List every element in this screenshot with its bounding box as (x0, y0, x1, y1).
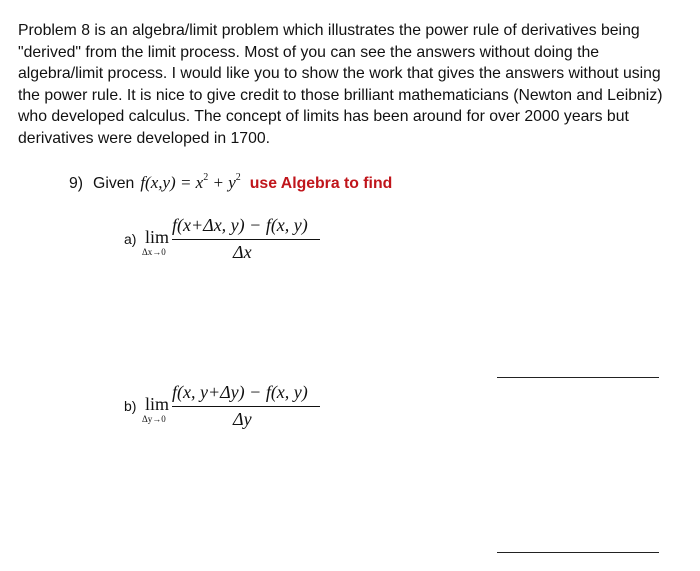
intro-line: the power rule. It is nice to give credit to those brilliant mathematicians (Newton and Leibniz) (18, 86, 663, 104)
part-b-fraction-bar (172, 406, 320, 407)
answer-line-a[interactable] (497, 377, 659, 378)
function-plus-term: + y (208, 173, 236, 192)
part-a-label: a) (124, 231, 137, 247)
part-b-lim: lim (145, 394, 170, 414)
intro-line: "derived" from the limit process. Most of you can see the answers without doing the (18, 43, 600, 61)
part-b-denominator: Δy (233, 409, 252, 429)
function-main: f(x,y) = x (140, 173, 204, 192)
intro-line: algebra/limit process. I would like you to show the work that gives the answers without using (18, 65, 661, 83)
intro-line: Problem 8 is an algebra/limit problem which illustrates the power rule of derivatives being (18, 22, 640, 39)
part-a-numerator: f(x+Δx, y) − f(x, y) (172, 215, 308, 235)
problem-number: 9) (69, 175, 84, 192)
part-b-lim-subscript: Δy→0 (142, 414, 166, 424)
part-a-lim-subscript: Δx→0 (142, 247, 166, 257)
part-b-label: b) (124, 398, 137, 414)
answer-line-b[interactable] (497, 552, 659, 553)
part-b (124, 382, 344, 432)
part-b-numerator: f(x, y+Δy) − f(x, y) (172, 382, 308, 402)
part-a (124, 215, 344, 265)
part-a-lim: lim (145, 227, 170, 247)
instruction-text: use Algebra to find (249, 175, 393, 192)
intro-line: derivatives were developed in 1700. (18, 129, 271, 147)
problem-statement (69, 173, 392, 193)
given-label: Given (93, 175, 135, 192)
part-a-fraction-bar (172, 239, 320, 240)
function-exponent-x: 2 (203, 172, 209, 183)
intro-paragraph (18, 20, 694, 150)
function-definition (140, 173, 240, 193)
part-a-denominator: Δx (233, 242, 252, 262)
function-exponent-y: 2 (235, 172, 241, 183)
intro-line: who developed calculus. The concept of limits has been around for over 2000 years but (18, 108, 629, 126)
